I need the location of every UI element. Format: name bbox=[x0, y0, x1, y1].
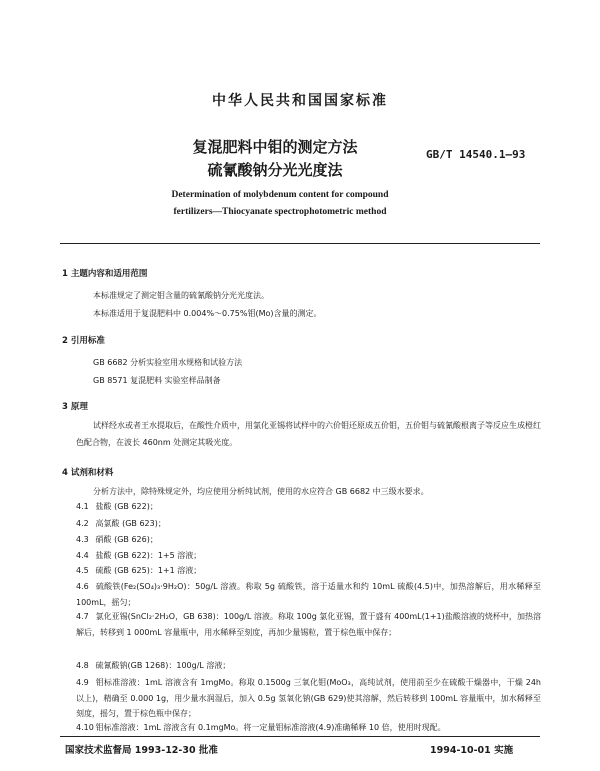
implementation-date: 1994-10-01 实施 bbox=[430, 745, 514, 756]
section-3-paragraph: 试样经水或者王水提取后，在酸性介质中，用氯化亚锡将试样中的六价钼还原成五价钼，五价钼与硫氰酸根离子等反应生成橙红色配合物，在波长 460nm 处测定其吸光度。 bbox=[76, 421, 541, 447]
approval-date: 国家技术监督局 1993-12-30 批准 bbox=[65, 745, 218, 756]
section-2-heading: 2 引用标准 bbox=[62, 336, 105, 346]
reagent-item: 4.7 氯化亚锡(SnCl₂·2H₂O，GB 638)：100g/L 溶液。称取 100g 氯化亚锡，置于盛有 400mL(1+1)盐酸溶液的烧杯中，加热溶解后，转移到 1 000mL 容量瓶中，用水稀释至刻度，再加少量锡粒，置于棕色瓶中保存； bbox=[76, 612, 541, 637]
national-standard-title: 中华人民共和国国家标准 bbox=[212, 93, 388, 109]
header-divider bbox=[60, 243, 540, 244]
reference-standard-1: GB 6682 分析实验室用水规格和试验方法 bbox=[93, 358, 243, 367]
reagent-item: 4.4 盐酸 (GB 622)：1+5 溶液； bbox=[76, 551, 202, 560]
standard-number: GB/T 14540.1—93 bbox=[426, 148, 526, 161]
reagent-item: 4.6 硫酸铁(Fe₂(SO₄)₃·9H₂O)：50g/L 溶液。称取 5g 硫酸铁，溶于适量水和约 10mL 硫酸(4.5)中，加热溶解后，用水稀释至 100mL，摇匀； bbox=[76, 582, 541, 607]
section-3-heading: 3 原理 bbox=[62, 402, 88, 412]
reagent-item: 4.1 盐酸 (GB 622)； bbox=[76, 502, 158, 511]
footer-divider bbox=[60, 736, 540, 737]
chinese-title-line-2: 硫氰酸钠分光光度法 bbox=[207, 161, 343, 179]
reagent-item: 4.9 钼标准溶液：1mL 溶液含有 1mgMo。称取 0.1500g 三氧化钼(MoO₃，高纯试剂，使用前至少在硫酸干燥器中，干燥 24h 以上)，精确至 0.000 1g，用少量水润湿后，加入 0.5g 氢氧化钠(GB 629)使其溶解，然后转移到 100mL 容量瓶中，加水稀释至刻度，摇匀，置于棕色瓶中保存； bbox=[76, 678, 541, 718]
section-4-intro: 分析方法中，除特殊规定外，均应使用分析纯试剂，使用的水应符合 GB 6682 中三级水要求。 bbox=[93, 487, 429, 496]
reagent-item: 4.3 硝酸 (GB 626)； bbox=[76, 535, 158, 544]
section-1-line-2: 本标准适用于复混肥料中 0.004%～0.75%钼(Mo)含量的测定。 bbox=[93, 309, 322, 318]
section-1-heading: 1 主题内容和适用范围 bbox=[62, 269, 148, 279]
chinese-title-line-1: 复混肥料中钼的测定方法 bbox=[192, 138, 358, 156]
reagent-item: 4.5 硫酸 (GB 625)：1+1 溶液； bbox=[76, 566, 202, 575]
reference-standard-2: GB 8571 复混肥料 实验室样品制备 bbox=[93, 376, 221, 385]
reagent-item: 4.10 钼标准溶液：1mL 溶液含有 0.1mgMo。将一定量钼标准溶液(4.9)准确稀释 10 倍，使用时现配。 bbox=[76, 723, 446, 732]
section-1-line-1: 本标准规定了测定钼含量的硫氰酸钠分光光度法。 bbox=[93, 291, 269, 300]
english-title-line-1: Determination of molybdenum content for compound bbox=[171, 190, 389, 200]
reagent-item: 4.2 高氯酸 (GB 623)； bbox=[76, 519, 166, 528]
english-title-line-2: fertilizers—Thiocyanate spectrophotometric method bbox=[173, 207, 387, 217]
section-4-heading: 4 试剂和材料 bbox=[62, 468, 114, 478]
reagent-item: 4.8 硫氰酸钠(GB 1268)：100g/L 溶液； bbox=[76, 661, 231, 670]
